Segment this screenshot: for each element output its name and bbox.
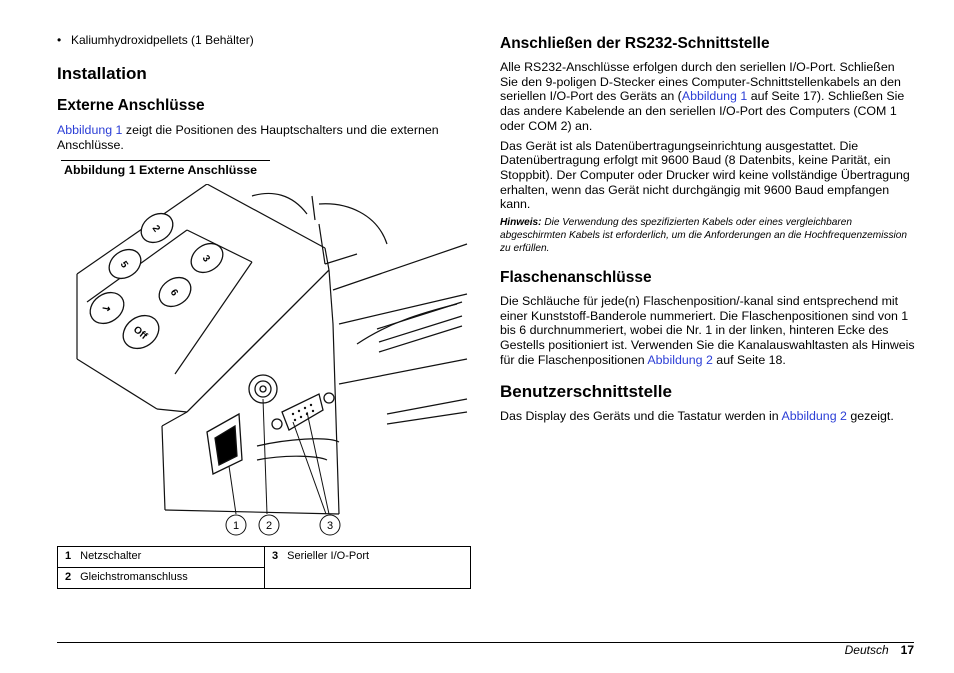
key-2-label: 2 (149, 223, 162, 235)
footer-divider (57, 642, 914, 643)
key-5-label: 5 (117, 259, 130, 271)
rs232-heading: Anschließen der RS232-Schnittstelle (500, 35, 770, 52)
intro-text: zeigt die Positionen des Hauptschalters und die externen Anschlüsse. (57, 123, 439, 152)
figure-caption: Abbildung 1 Externe Anschlüsse (61, 160, 270, 177)
figure-1-link[interactable]: Abbildung 1 (681, 89, 748, 104)
page-number: 17 (900, 643, 914, 657)
key-arrow-label: ↗ (98, 302, 113, 316)
bullet-item (57, 32, 472, 48)
legend-label: Netzschalter (80, 550, 142, 562)
bullet-dot: • (57, 33, 62, 47)
rs232-paragraph-2: Das Gerät ist als Datenübertragungseinrichtung ausgestattet. Die Datenübertragung erfolgt mit 9600 Baud (8 Datenbits, keine Parität, ein Stoppbit). Der Computer oder Drucker wird keine vollständige Übertragung erhalten, wenn das Gerät nicht durchgängig mit 9600 Baud empfangen kann. (500, 138, 910, 212)
bottle-text-b: auf Seite 18. (712, 352, 786, 367)
rs232-paragraph-1 (500, 60, 915, 134)
right-column (500, 34, 915, 423)
dc-connector (249, 375, 277, 403)
callout-3-label: 3 (326, 520, 334, 532)
note-label: Hinweis: (500, 217, 542, 229)
legend-label: Gleichstromanschluss (80, 571, 188, 583)
rs232-text-a: Alle RS232-Anschlüsse erfolgen durch den seriellen I/O-Port. Schließen Sie den 9-poligen D-Stecker eines Computer-Schnittstellenkabels an den seriellen I/O-Port des Geräts an ( (500, 60, 901, 104)
intro-paragraph (57, 123, 472, 152)
key-3-label: 3 (199, 253, 212, 265)
legend-number: 3 (272, 550, 279, 562)
ui-text-b: gezeigt. (846, 408, 894, 423)
power-switch (207, 414, 242, 474)
device-illustration (57, 184, 472, 540)
bullet-text: Kaliumhydroxidpellets (1 Behälter) (71, 33, 254, 47)
serial-port (272, 393, 334, 430)
legend-number: 2 (65, 571, 72, 583)
figure-2-link[interactable]: Abbildung 2 (781, 408, 847, 423)
legend-cell (58, 547, 265, 568)
callout-1-label: 1 (232, 520, 240, 532)
key-off-label: Off (130, 324, 150, 343)
external-connections-heading: Externe Anschlüsse (57, 97, 205, 114)
ui-text-a: Das Display des Geräts und die Tastatur werden in (500, 408, 782, 423)
bottle-paragraph (500, 294, 915, 368)
key-6-label: 6 (167, 287, 180, 299)
bottle-text-a: Die Schläuche für jede(n) Flaschenposition/-kanal sind entsprechend mit einer Kunststoff-Banderole nummeriert. Die Flaschenpositionen sind von 1 bis 6 durchnummeriert, wobei die Nr. 1 in der linken, hinteren Ecke des Gestells positioniert ist. Verwenden Sie die Kanalauswahltasten als Hinweis für die Flaschenpositionen (500, 294, 915, 367)
installation-heading: Installation (57, 64, 147, 83)
user-interface-heading: Benutzerschnittstelle (500, 381, 672, 401)
ui-paragraph (500, 409, 915, 424)
note-paragraph (500, 216, 915, 255)
bottle-connections-heading: Flaschenanschlüsse (500, 269, 652, 287)
legend-cell (265, 547, 471, 589)
legend-cell (58, 568, 265, 589)
callout-2-label: 2 (265, 520, 273, 532)
note-text: Die Verwendung des spezifizierten Kabels oder eines vergleichbaren abgeschirmten Kabels ist erforderlich, um die Anforderungen an die Hochfrequenzemission zu erfüllen. (500, 217, 907, 255)
figure-2-link[interactable]: Abbildung 2 (647, 352, 713, 367)
legend-label: Serieller I/O-Port (287, 550, 370, 562)
table-row (58, 547, 471, 568)
page-footer (845, 643, 914, 657)
figure-1-link[interactable]: Abbildung 1 (57, 123, 123, 137)
footer-language: Deutsch (844, 643, 889, 657)
figure-legend-table (57, 546, 471, 589)
legend-number: 1 (65, 550, 72, 562)
left-column (57, 28, 472, 177)
rs232-text-b: auf Seite 17). Schließen Sie das andere Kabelende an den seriellen I/O-Port des Computers (COM 1 oder COM 2) an. (500, 89, 905, 133)
